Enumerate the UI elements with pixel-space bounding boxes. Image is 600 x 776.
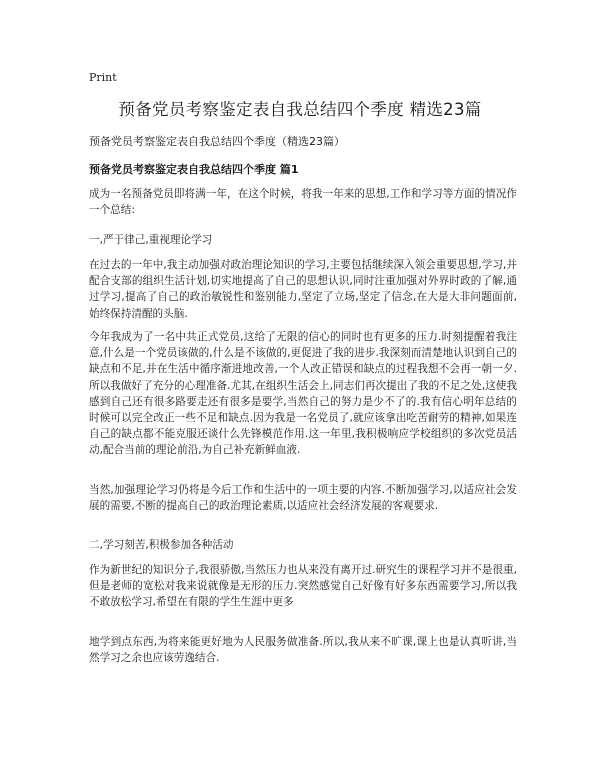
paragraph-5: 地学到点东西,为将来能更好地为人民服务做准备.所以,我从来不旷课,课上也是认真听讲,当然学习之余也应该劳逸结合. [89,636,517,665]
paragraph-4: 作为新世纪的知识分子,我很骄傲,当然压力也从来没有离开过.研究生的课程学习并不是很重,但是老师的宽松对我来说就像是无形的压力.突然感觉自己好像有好多东西需要学习,所以我不敢放松学习,希望在有限的学生生涯中更多 [89,564,517,609]
document-title: 预备党员考察鉴定表自我总结四个季度 精选23篇 [118,100,482,119]
paragraph-3: 当然,加强理论学习仍将是今后工作和生活中的一项主要的内容.不断加强学习,以适应社会发展的需要,不断的提高自己的政治理论素质,以适应社会经济发展的客观要求. [89,484,517,513]
heading-1: 一,严于律己,重视理论学习 [89,234,213,246]
section-title: 预备党员考察鉴定表自我总结四个季度 篇1 [89,163,299,176]
intro-paragraph: 成为一名预备党员即将满一年，在这个时候，将我一年来的思想,工作和学习等方面的情况作一个总结: [89,188,517,217]
paragraph-2: 今年我成为了一名中共正式党员,这给了无限的信心的同时也有更多的压力.时刻提醒着我注意,什么是一个党员该做的,什么是不该做的,更促进了我的进步.我深刻而清楚地认识到自己的缺点和不足,并在生活中循序渐进地改善,一个人改正错误和缺点的过程我想不会再一朝一夕.所以我做好了充分的心理准备.尤其,在组织生活会上,同志们再次提出了我的不足之处,这使我感到自己还有很多路要走还有很多是要学,当然自己的努力是少不了的.我有信心明年总结的时候可以完全改正一些不足和缺点.因为我是一名党员了,就应该拿出吃苦耐劳的精神,如果连自己的缺点都不能克服还谈什么先锋模范作用.这一年里,我积极响应学校组织的多次党员活动,配合当前的理论前沿,为自己补充新鲜血液. [89,331,517,457]
paragraph-1: 在过去的一年中,我主动加强对政治理论知识的学习,主要包括继续深入领会重要思想,学习,并配合支部的组织生活计划,切实地提高了自己的思想认识,同时注重加强对外界时政的了解,通过学习,提高了自己的政治敏锐性和鉴别能力,坚定了立场,坚定了信念,在大是大非问题面前,始终保持清醒的头脑. [89,259,517,320]
heading-2: 二,学习刻苦,积极参加各种活动 [89,539,234,551]
document-subtitle: 预备党员考察鉴定表自我总结四个季度（精选23篇） [89,135,345,148]
print-link[interactable]: Print [89,71,117,84]
